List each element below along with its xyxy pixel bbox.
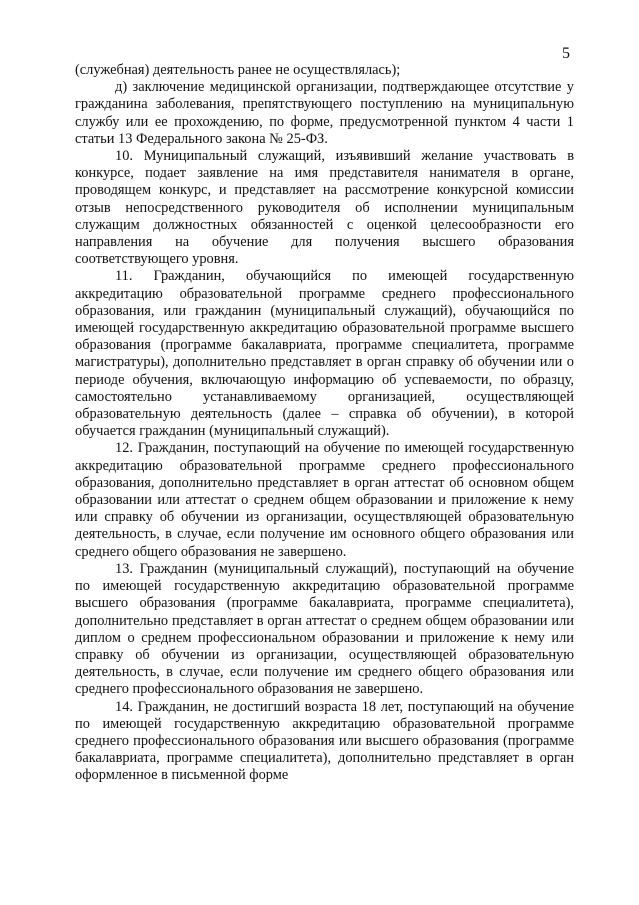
paragraph-continuation: (служебная) деятельность ранее не осуществлялась); <box>75 62 401 78</box>
paragraph-13: 13. Гражданин (муниципальный служащий), поступающий на обучение по имеющей государственную аккредитацию образовательной программе высшего образования (программе бакалавриата, программе специалитета), дополнительно представляет в орган аттестат о среднем общем образовании или диплом о среднем профессиональном образовании и приложение к нему или справку об обучении из организации, осуществляющей образовательную деятельность, в случае, если получение им среднего общего образования или среднего профессионального образования не завершено. <box>75 560 574 698</box>
paragraph-14: 14. Гражданин, не достигший возраста 18 лет, поступающий на обучение по имеющей государственную аккредитацию образовательной программе среднего профессионального образования или высшего образования (программе бакалавриата, программе специалитета), дополнительно представляет в орган оформленное в письменной форме <box>75 698 574 784</box>
paragraph-12: 12. Гражданин, поступающий на обучение по имеющей государственную аккредитацию образовательной программе среднего профессионального образования, дополнительно представляет в орган аттестат об основном общем образовании или аттестат о среднем общем образовании и приложение к нему или справку об обучении из организации, осуществляющей образовательную деятельность, в случае, если получение им основного общего образования или среднего общего образования не завершено. <box>75 440 574 560</box>
paragraph-11: 11. Гражданин, обучающийся по имеющей государственную аккредитацию образовательной программе среднего профессионального образования, или гражданин (муниципальный служащий), обучающийся по имеющей государственную аккредитацию образовательной программе высшего образования (программе бакалавриата, программе специалитета, программе магистратуры), дополнительно представляет в орган справку об обучении или о периоде обучения, включающую информацию об успеваемости, по образцу, самостоятельно устанавливаемому организацией, осуществляющей образовательную деятельность (далее – справка об обучении), в которой обучается гражданин (муниципальный служащий). <box>75 268 574 440</box>
paragraph-10: 10. Муниципальный служащий, изъявивший желание участвовать в конкурсе, подает заявление на имя представителя нанимателя в органе, проводящем конкурс, и представляет на рассмотрение конкурсной комиссии отзыв непосредственного руководителя об исполнении муниципальным служащим должностных обязанностей с оценкой целесообразности его направления на обучение для получения высшего образования соответствующего уровня. <box>75 148 574 268</box>
page-number: 5 <box>562 45 570 62</box>
paragraph-item-d: д) заключение медицинской организации, подтверждающее отсутствие у гражданина заболевания, препятствующего поступлению на муниципальную службу или ее прохождению, по форме, предусмотренной пунктом 4 части 1 статьи 13 Федерального закона № 25-ФЗ. <box>75 79 574 147</box>
document-body <box>75 62 574 785</box>
